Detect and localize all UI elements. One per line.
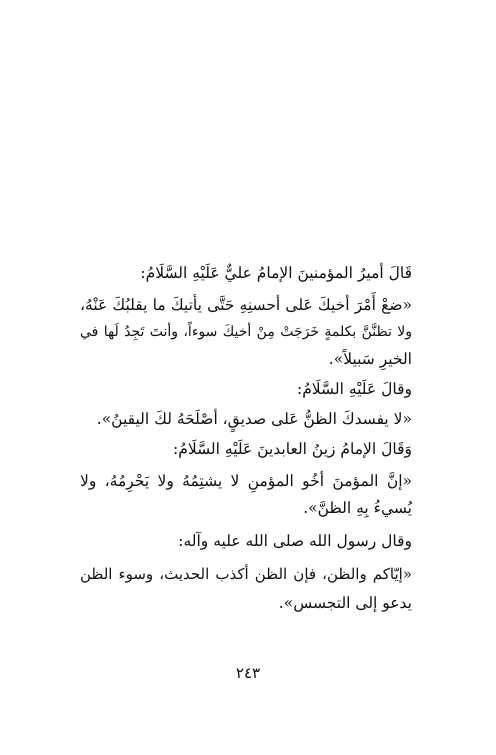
quote-line: «إيّاكم والظن، فإن الظن أكذب الحديث، وسوء الظن: [80, 565, 412, 583]
quote-line: «لا يفسدكَ الظنُّ عَلى صديقٍ، أصْلَحَهُ لكَ اليقينُ».: [96, 410, 412, 428]
section-heading: وَقَالَ الإمامُ زينُ العابدينَ عَلَيْهِ السَّلَامُ:: [173, 440, 412, 458]
section-heading: وقالَ عَلَيْهِ السَّلَامُ:: [296, 380, 412, 398]
quote-line: الخيرِ سَبيلاً».: [328, 350, 412, 368]
section-heading: قَالَ أميرُ المؤمنينَ الإمامُ عليٌّ عَلَيْهِ السَّلَامُ:: [140, 264, 412, 282]
quote-line: يُسيءُ بِهِ الظنَّ».: [303, 499, 412, 517]
section-heading: وقال رسول الله صلى الله عليه وآله:: [178, 532, 412, 550]
quote-line: ولا تظنَّنَّ بكلمةٍ خَرَجَتْ مِنْ أخيكَ سوءاً، وأنتَ تَجِدُ لَها في: [80, 324, 412, 340]
page-number: ٢٤٣: [235, 664, 261, 682]
quote-line: يدعو إلى التجسس».: [278, 594, 412, 612]
quote-line: «ضعْ أَمْرَ أخيكَ عَلى أحسنِهِ حَتَّى يأتيكَ ما يقلبُكَ عَنْهُ،: [80, 296, 412, 314]
quote-line: «إنَّ المؤمنَ أخُو المؤمنِ لا يشتِمُهُ ولا يَحْرِمُهُ، ولا: [80, 472, 412, 490]
